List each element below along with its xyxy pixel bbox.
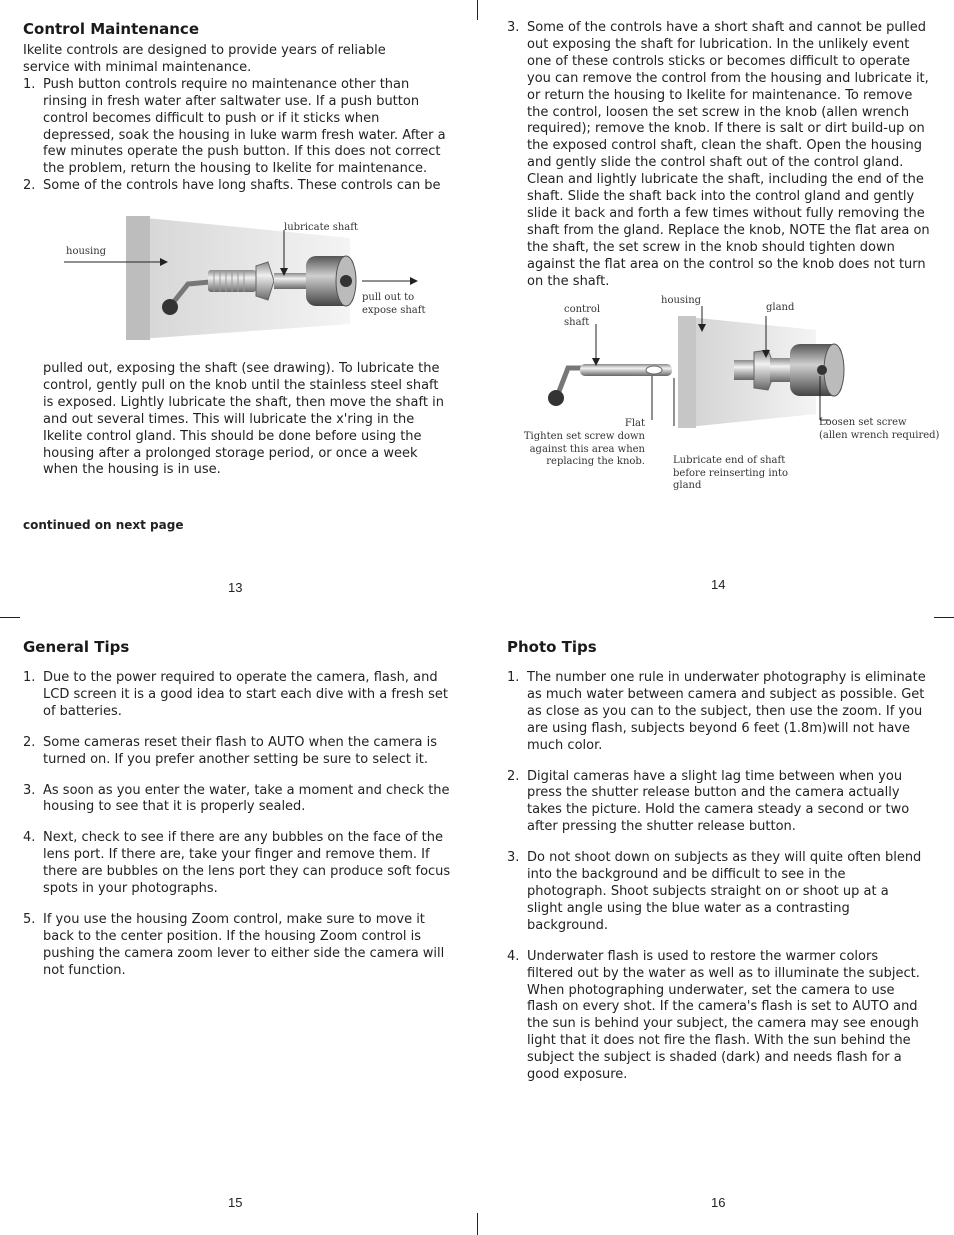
crop-mark-bottom <box>477 1213 478 1235</box>
label-lubricate-shaft: lubricate shaft <box>284 222 358 233</box>
label-gland: gland <box>766 302 795 313</box>
section-title-photo-tips: Photo Tips <box>507 638 597 656</box>
list-item: 2. Digital cameras have a slight lag time between when you press the shutter release button and the camera actually takes the picture. Hold the camera steady a second or two after pressing the shutter release button. <box>507 768 910 835</box>
page-16 <box>507 638 927 1098</box>
list-item: 2. Some of the controls have long shafts. These controls can be <box>23 178 441 194</box>
list-item: 3. Do not shoot down on subjects as they will quite often blend into the background and be difficult to see in the photograph. Shoot subjects straight on or shoot up at a slight angle using the blue water as a contrasting background. <box>507 850 922 933</box>
list-item: 5. If you use the housing Zoom control, make sure to move it back to the center position. If the housing Zoom control is pushing the camera zoom lever to either side the camera will not function. <box>23 911 445 978</box>
list-item: 1. The number one rule in underwater photography is eliminate as much water between camera and subject as possible. Get as close as you can to the subject, then use the zoom. If you are using flash, subjects beyond 6 feet (1.8m)will not have much color. <box>507 670 926 753</box>
label-loosen-set-screw: Loosen set screw (allen wrench required) <box>819 417 940 441</box>
page-14 <box>507 20 935 291</box>
label-pull-out: pull out to expose shaft <box>362 292 426 316</box>
intro-text: Ikelite controls are designed to provide years of reliable service with minimal maintenance. <box>23 43 386 75</box>
maintenance-list-continued <box>507 20 935 291</box>
list-item: 2. Some cameras reset their flash to AUTO when the camera is turned on. If you prefer another setting be sure to select it. <box>23 734 437 767</box>
list-item: 3. As soon as you enter the water, take a moment and check the housing to see that it is properly sealed. <box>23 782 450 815</box>
list-item: 4. Underwater flash is used to restore the warmer colors filtered out by the water as well as to illuminate the subject. When photographing underwater, set the camera to use flash on every shot. If the camera's flash is set to AUTO and the sun is behind your subject, the camera may see enough light that it does not fire the flash. With the sun behind the subject the subject is shaded (dark) and needs flash for a good exposure. <box>507 948 920 1083</box>
crop-mark-top <box>477 0 478 20</box>
label-lubricate-end: Lubricate end of shaft before reinserting into gland <box>673 455 788 491</box>
page-13 <box>23 20 453 195</box>
maintenance-list <box>23 77 451 195</box>
page-15 <box>23 638 451 994</box>
list-item: 1. Due to the power required to operate the camera, flash, and LCD screen it is a good idea to start each dive with a fresh set of batteries. <box>23 670 448 719</box>
label-tighten-set-screw: Tighten set screw down against this area when replacing the knob. <box>523 431 645 467</box>
crop-mark-right <box>934 617 954 618</box>
lever-ball <box>162 299 178 315</box>
continued-note: continued on next page <box>23 518 184 532</box>
page-number: 13 <box>228 580 243 595</box>
label-housing: housing <box>66 246 107 257</box>
label-control-shaft: control shaft <box>564 304 601 328</box>
section-title-control-maintenance: Control Maintenance <box>23 20 199 38</box>
list-item: 4. Next, check to see if there are any bubbles on the face of the lens port. If there are, take your finger and remove them. If there are bubbles on the lens port they can produce soft focus spots in your photographs. <box>23 830 451 897</box>
list-item: 1. Push button controls require no maintenance other than rinsing in fresh water after saltwater use. If a push button control becomes difficult to push or if it sticks when depressed, soak the housing in luke warm fresh water. After a few minutes operate the push button. If this does not correct the problem, return the housing to Ikelite for maintenance. <box>23 76 446 177</box>
page-number: 16 <box>711 1195 726 1210</box>
list-item: 3. Some of the controls have a short shaft and cannot be pulled out exposing the shaft for lubrication. In the unlikely event one of these controls sticks or becomes difficult to operate you can remove the control from the housing and lubricate it, or return the housing to Ikelite for maintenance. To remove the control, loosen the set screw in the knob (allen wrench required); remove the knob. If there is salt or dirt build-up on the exposed control shaft, clean the shaft. Open the housing and gently slide the control shaft out of the control gland. Clean and lightly lubricate the shaft, including the end of the shaft. Slide the shaft back into the control gland and gently slide it back and forth a few times without fully removing the shaft from the gland. Replace the knob, NOTE the flat area on the shaft, the set screw in the knob should tighten down against the flat area on the control so the knob does not turn on the shaft. <box>507 20 930 289</box>
label-flat: Flat <box>624 418 645 429</box>
label-housing: housing <box>661 295 702 306</box>
page-number: 15 <box>228 1195 243 1210</box>
page-number: 14 <box>711 577 726 592</box>
photo-tips-list <box>507 670 927 1084</box>
section-title-general-tips: General Tips <box>23 638 130 656</box>
general-tips-list <box>23 670 451 980</box>
crop-mark-left <box>0 617 20 618</box>
maintenance-continuation: pulled out, exposing the shaft (see drawing). To lubricate the control, gently pull on the knob until the stainless steel shaft is exposed. Lightly lubricate the shaft, then move the shaft in and out several times. This will lubricate the x'ring in the Ikelite control gland. This should be done before using the housing after a prolonged storage period, or once a week when the housing is in use. <box>43 361 444 478</box>
long-shaft-diagram <box>60 212 440 347</box>
lever-ball <box>548 390 564 406</box>
